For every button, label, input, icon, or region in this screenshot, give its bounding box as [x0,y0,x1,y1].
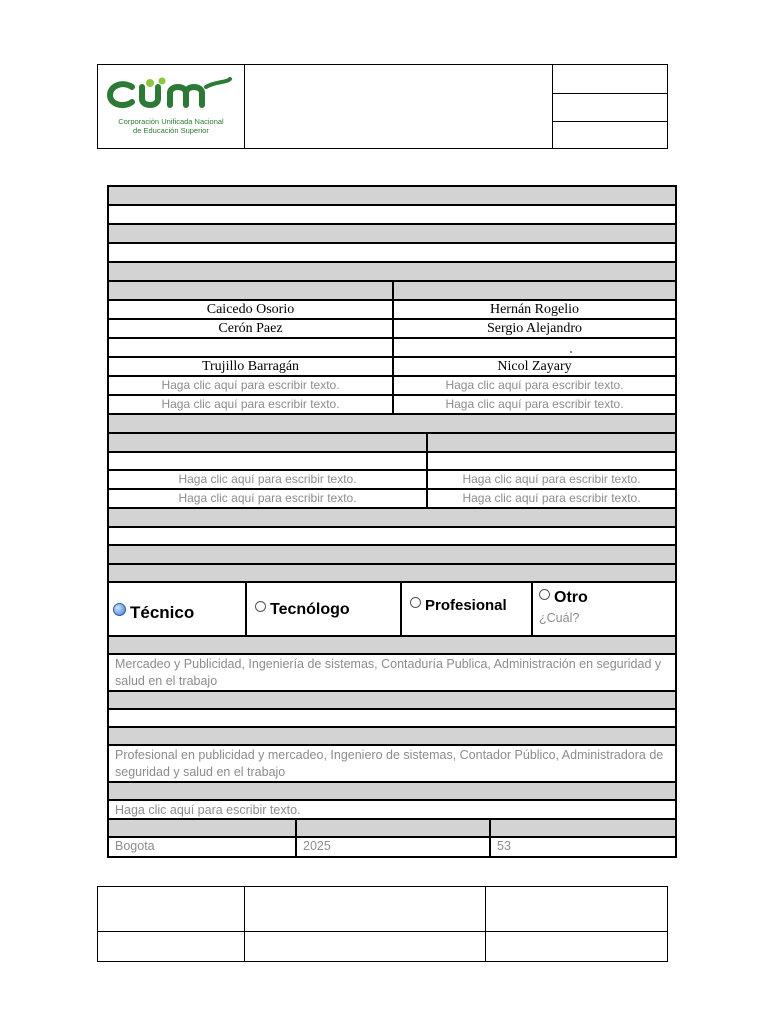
programs-row[interactable] [109,655,675,692]
section-header-1 [109,187,675,206]
radio-icon[interactable] [255,601,266,612]
subsection-header-left [109,434,428,451]
radio-selected-icon[interactable] [113,603,126,616]
given-name-cell[interactable] [394,339,675,356]
surname-placeholder[interactable]: Haga clic aquí para escribir texto. [109,377,394,394]
field-row-1[interactable] [109,206,675,225]
year-cell[interactable]: 2025 [297,838,491,856]
name-row[interactable] [109,358,675,377]
document-header [97,64,668,149]
location-row[interactable] [109,838,675,856]
section-header-7 [109,565,675,583]
data-cell[interactable] [109,453,428,469]
name-row[interactable] [109,301,675,320]
data-row[interactable] [109,471,675,490]
section-header-8 [109,637,675,655]
option-otro[interactable] [533,583,675,635]
surnames-header [109,282,394,299]
surname-cell[interactable] [109,339,394,356]
surname-placeholder[interactable]: Haga clic aquí para escribir texto. [109,396,394,413]
field-row-2[interactable] [109,244,675,263]
location-header-row [109,820,675,838]
header-title-cell [244,65,553,148]
given-name-cell[interactable]: Nicol Zayary [497,359,572,374]
year-header [297,820,491,836]
data-placeholder[interactable]: Haga clic aquí para escribir texto. [109,471,428,488]
radio-icon[interactable] [410,597,421,608]
text-field-placeholder[interactable]: Haga clic aquí para escribir texto. [115,803,301,817]
option-tecnologo[interactable] [247,583,402,635]
name-row[interactable] [109,377,675,396]
signature-table [97,886,668,962]
signature-col-2 [244,887,486,961]
radio-icon[interactable] [539,589,550,600]
logo-line-1: Corporación Unificada Nacional [118,117,224,126]
city-cell[interactable]: Bogota [109,838,297,856]
field-row-3[interactable] [109,528,675,546]
section-header-6 [109,546,675,565]
section-header-9 [109,692,675,710]
header-meta-cell-1 [552,65,667,94]
given-name-placeholder[interactable]: Haga clic aquí para escribir texto. [445,378,624,392]
name-row[interactable] [109,320,675,339]
data-placeholder[interactable]: Haga clic aquí para escribir texto. [462,491,641,505]
data-row[interactable] [109,490,675,509]
signature-row-divider [98,931,667,932]
titles-text[interactable]: Profesional en publicidad y mercadeo, Ingeniero de sistemas, Contador Público, Administradora de seguridad y salud en el trabajo [115,748,664,779]
section-header-2 [109,225,675,244]
other-input[interactable]: ¿Cuál? [539,611,580,625]
given-name-placeholder[interactable]: Haga clic aquí para escribir texto. [445,397,624,411]
name-row[interactable] [109,339,675,358]
data-placeholder[interactable]: Haga clic aquí para escribir texto. [462,472,641,486]
section-header-3 [109,263,675,282]
option-label: Profesional [425,597,507,614]
section-header-4 [109,415,675,434]
option-label: Otro [554,589,588,606]
logo-line-2: de Educación Superior [133,126,209,135]
subsection-header-row [109,434,675,453]
education-level-row[interactable] [109,583,675,637]
programs-text[interactable]: Mercadeo y Publicidad, Ingeniería de sistemas, Contaduría Publica, Administración en seguridad y salud en el trabajo [115,657,662,688]
cun-logo-icon [106,75,234,115]
data-row[interactable] [109,453,675,471]
section-header-5 [109,509,675,528]
given-name-cell[interactable]: Hernán Rogelio [489,302,580,317]
number-cell[interactable]: 53 [497,839,511,853]
given-name-cell[interactable]: Sergio Alejandro [486,321,582,336]
stray-mark [570,351,572,353]
option-label: Tecnólogo [270,601,350,618]
logo-cell [98,65,245,148]
data-placeholder[interactable]: Haga clic aquí para escribir texto. [109,490,428,507]
signature-col-1 [98,887,245,961]
field-row-4[interactable] [109,710,675,728]
option-tecnico[interactable] [109,583,247,635]
section-header-11 [109,783,675,801]
header-meta-cell-2 [552,93,667,122]
city-header [109,820,297,836]
name-row[interactable] [109,396,675,415]
option-label: Técnico [130,603,195,622]
registration-form [107,185,677,858]
names-header-row [109,282,675,301]
option-profesional[interactable] [402,583,533,635]
surname-cell[interactable]: Caicedo Osorio [109,301,394,318]
text-field-row[interactable] [109,801,675,820]
titles-row[interactable] [109,746,675,783]
surname-cell[interactable]: Cerón Paez [109,320,394,337]
section-header-10 [109,728,675,746]
surname-cell[interactable]: Trujillo Barragán [109,358,394,375]
